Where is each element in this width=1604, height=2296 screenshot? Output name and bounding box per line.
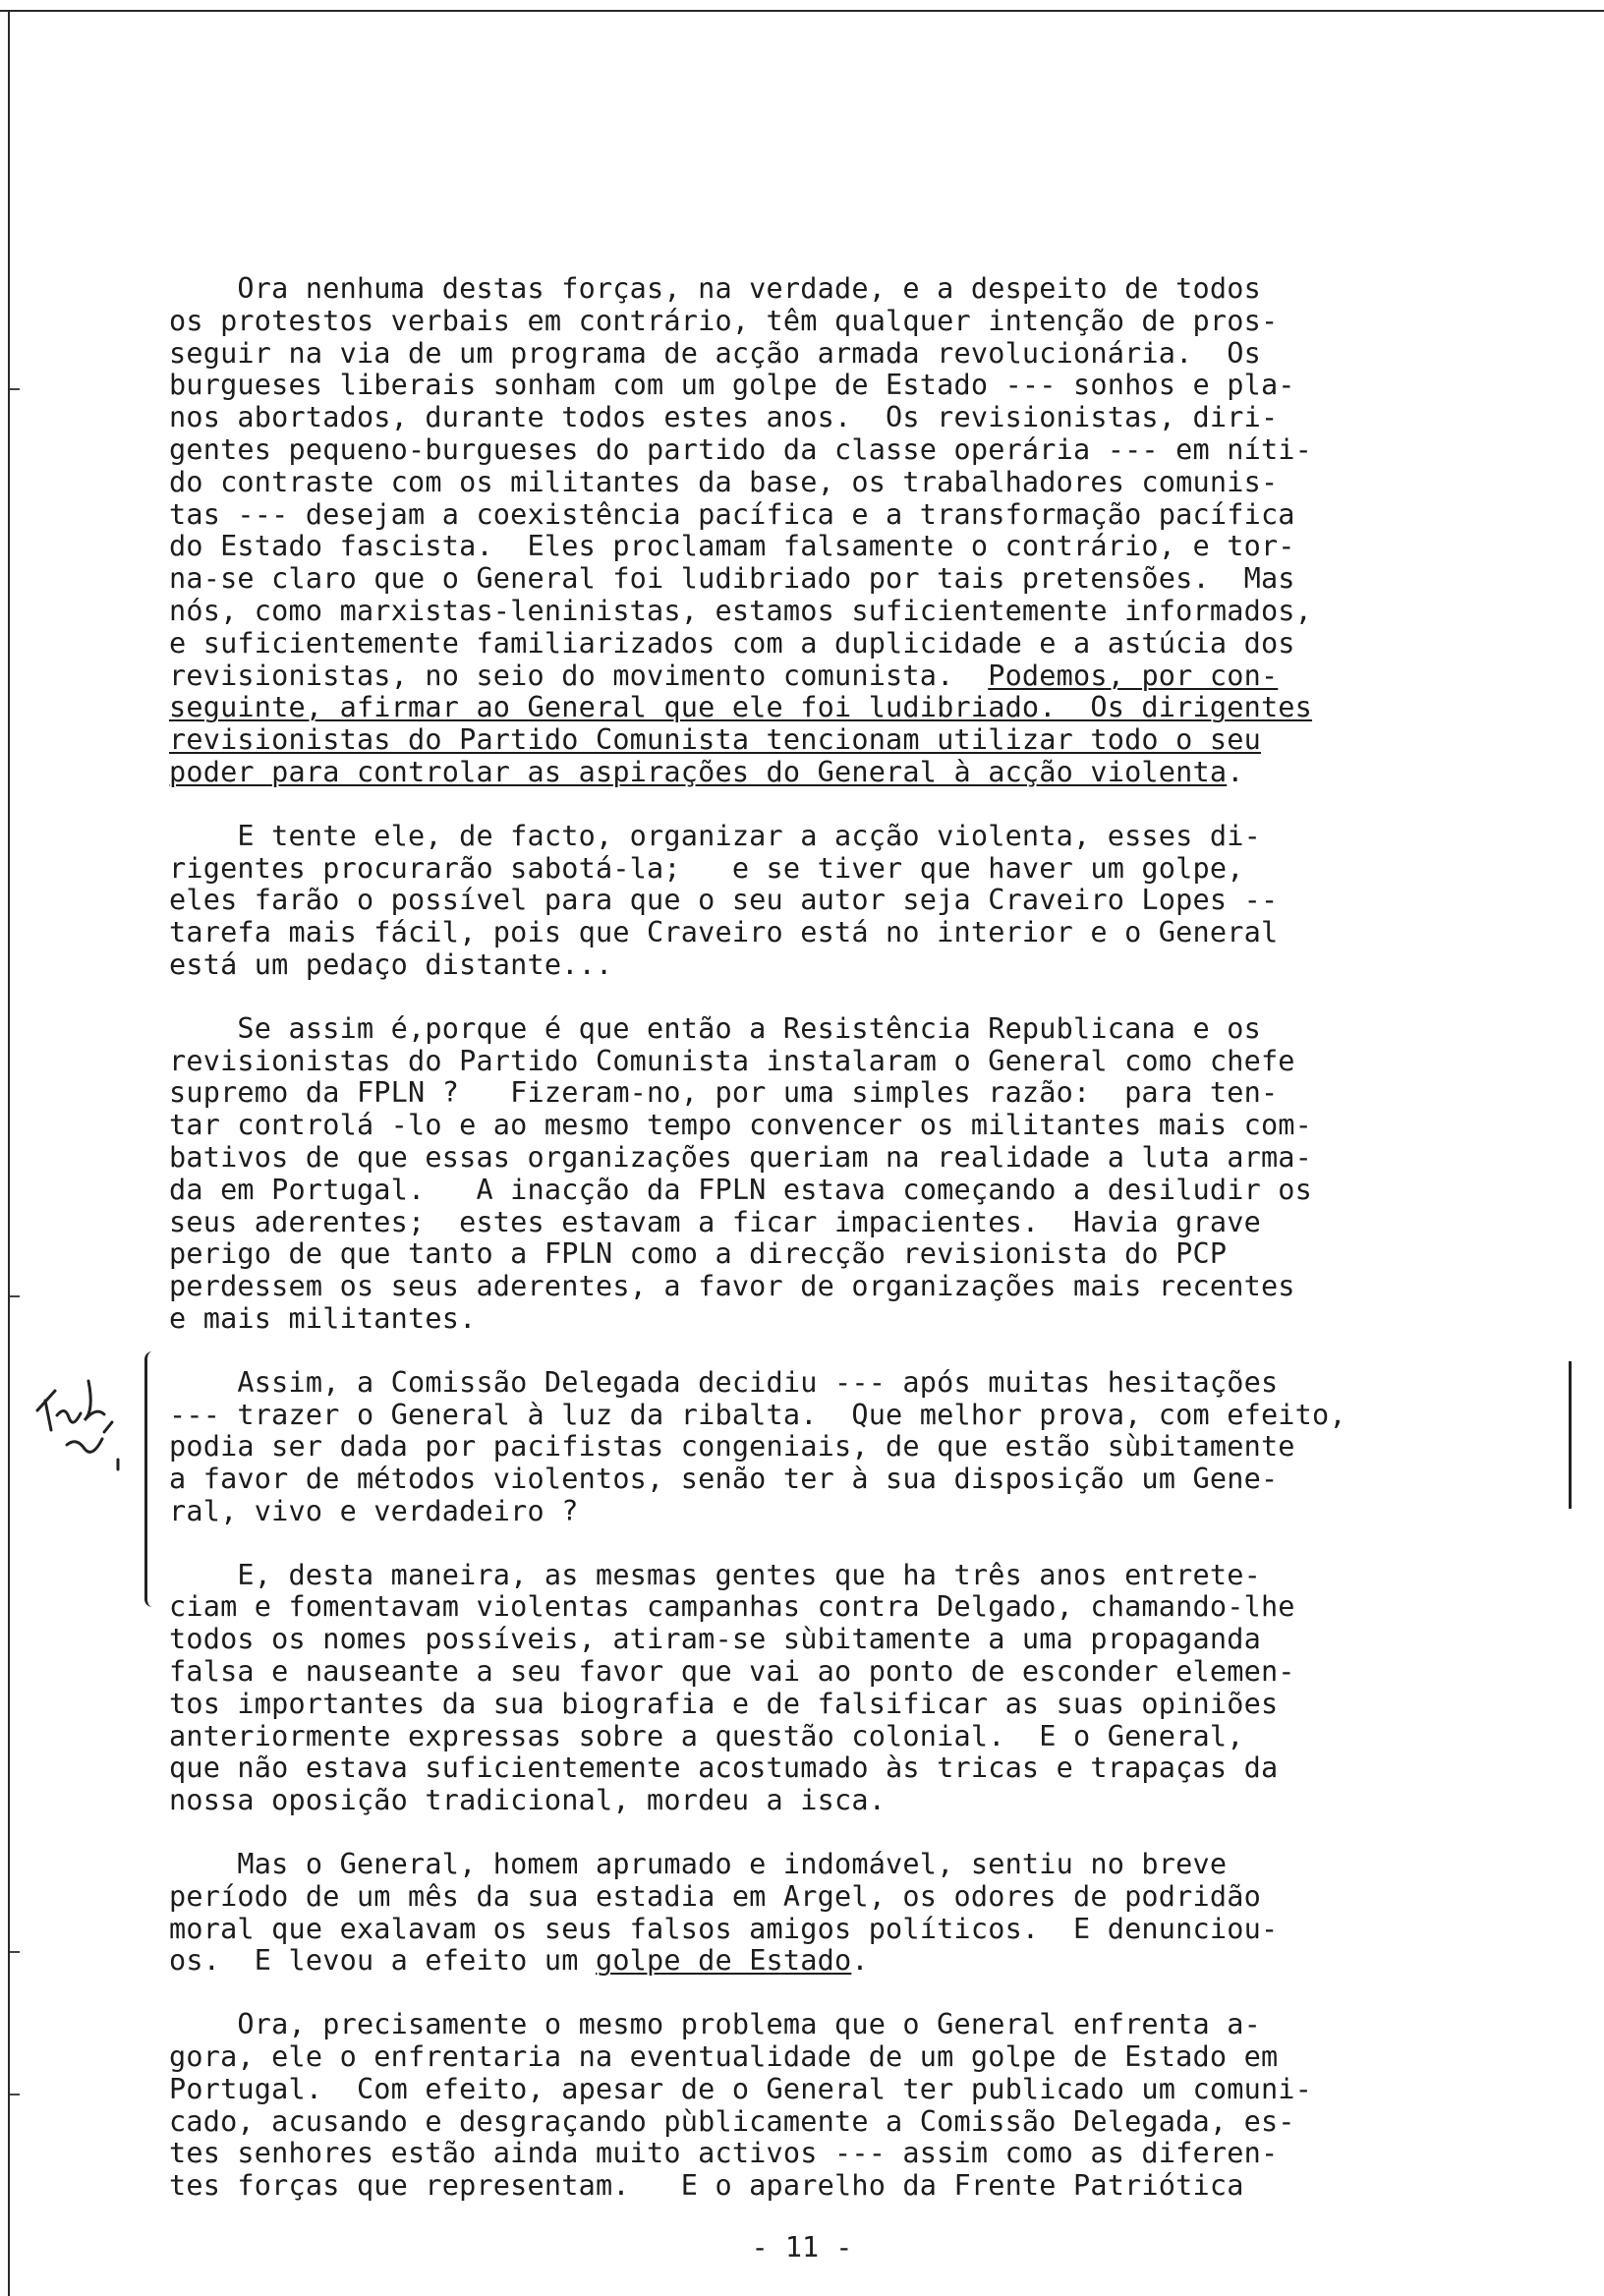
paragraph-gap bbox=[169, 1978, 1545, 2009]
text-segment: moral que exalavam os seus falsos amigos políticos. E denunciou- bbox=[169, 1912, 1279, 1945]
text-segment: eles farão o possível para que o seu autor seja Craveiro Lopes -- bbox=[169, 884, 1279, 917]
text-line bbox=[169, 1689, 1545, 1721]
margin-tick bbox=[10, 1951, 20, 1953]
text-line bbox=[169, 531, 1545, 563]
text-line bbox=[169, 1591, 1545, 1624]
paragraph-gap bbox=[169, 1528, 1545, 1560]
text-segment: tes senhores estão ainda muito activos --- assim como as diferen- bbox=[169, 2137, 1279, 2170]
text-segment: nós, como marxistas-leninistas, estamos suficientemente informados, bbox=[169, 594, 1313, 627]
text-segment: falsa e nauseante a seu favor que vai ao ponto de esconder elemen- bbox=[169, 1655, 1295, 1689]
text-line bbox=[169, 628, 1545, 660]
text-segment: Portugal. Com efeito, apesar de o General ter publicado um comuni- bbox=[169, 2072, 1313, 2105]
paragraph-gap bbox=[169, 1336, 1545, 1367]
paragraph bbox=[169, 273, 1545, 789]
text-segment: seus aderentes; estes estavam a ficar impacientes. Havia grave bbox=[169, 1205, 1261, 1238]
text-line bbox=[169, 949, 1545, 982]
handwritten-margin-note bbox=[28, 1371, 145, 1489]
underlined-text: poder para controlar as aspirações do General à acção violenta bbox=[169, 755, 1228, 788]
text-line bbox=[169, 1496, 1545, 1528]
scan-border-top bbox=[0, 10, 1604, 12]
text-segment: E, desta maneira, as mesmas gentes que ha três anos entrete- bbox=[169, 1558, 1261, 1591]
text-segment: E tente ele, de facto, organizar a acção violenta, esses di- bbox=[169, 819, 1261, 852]
text-segment: Assim, a Comissão Delegada decidiu --- após muitas hesitações bbox=[169, 1365, 1279, 1399]
body-text bbox=[169, 273, 1545, 2203]
text-line bbox=[169, 1785, 1545, 1817]
text-segment: supremo da FPLN ? Fizeram-no, por uma simples razão: para ten- bbox=[169, 1076, 1279, 1110]
text-line bbox=[169, 853, 1545, 886]
handwritten-margin-bracket-right bbox=[1561, 1361, 1572, 1509]
paragraph-gap bbox=[169, 789, 1545, 821]
text-line bbox=[169, 1431, 1545, 1464]
text-segment: revisionistas, no seio do movimento comunista. bbox=[169, 659, 989, 692]
text-segment: e suficientemente familiarizados com a duplicidade e a astúcia dos bbox=[169, 626, 1295, 660]
paragraph-gap bbox=[169, 982, 1545, 1013]
text-segment: rigentes procurarão sabotá-la; e se tiver que haver um golpe, bbox=[169, 851, 1244, 885]
text-line bbox=[169, 1464, 1545, 1496]
text-segment: tarefa mais fácil, pois que Craveiro está no interior e o General bbox=[169, 916, 1279, 949]
margin-tick bbox=[10, 1295, 20, 1297]
paragraph bbox=[169, 1013, 1545, 1336]
text-segment: Mas o General, homem aprumado e indomável, sentiu no breve bbox=[169, 1848, 1228, 1881]
text-segment: burgueses liberais sonham com um golpe de Estado --- sonhos e pla- bbox=[169, 369, 1295, 402]
text-line bbox=[169, 1752, 1545, 1785]
paragraph bbox=[169, 1560, 1545, 1817]
page-number: - 11 - bbox=[751, 2231, 853, 2264]
text-line bbox=[169, 2041, 1545, 2074]
scan-border-left bbox=[8, 10, 10, 2296]
text-segment: Se assim é,porque é que então a Resistência Republicana e os bbox=[169, 1011, 1261, 1045]
text-line bbox=[169, 757, 1545, 789]
text-segment: do Estado fascista. Eles proclamam falsamente o contrário, e tor- bbox=[169, 530, 1295, 563]
text-line bbox=[169, 1656, 1545, 1689]
text-line bbox=[169, 402, 1545, 434]
text-segment: está um pedaço distante... bbox=[169, 947, 613, 981]
text-line bbox=[169, 1110, 1545, 1142]
text-line bbox=[169, 1849, 1545, 1881]
paragraph-gap bbox=[169, 1817, 1545, 1849]
paragraph bbox=[169, 1367, 1545, 1528]
text-line bbox=[169, 1142, 1545, 1175]
text-segment: perdessem os seus aderentes, a favor de organizações mais recentes bbox=[169, 1270, 1295, 1303]
text-line bbox=[169, 467, 1545, 499]
text-line bbox=[169, 434, 1545, 467]
text-line bbox=[169, 692, 1545, 724]
text-line bbox=[169, 338, 1545, 371]
text-segment: anteriormente expressas sobre a questão colonial. E o General, bbox=[169, 1719, 1244, 1752]
text-segment: ciam e fomentavam violentas campanhas contra Delgado, chamando-lhe bbox=[169, 1590, 1295, 1624]
text-segment: bativos de que essas organizações queriam na realidade a luta arma- bbox=[169, 1140, 1313, 1174]
text-line bbox=[169, 1560, 1545, 1592]
text-line bbox=[169, 306, 1545, 338]
text-line bbox=[169, 273, 1545, 306]
margin-tick bbox=[10, 2094, 20, 2095]
text-segment: ral, vivo e verdadeiro ? bbox=[169, 1494, 579, 1527]
text-segment: cado, acusando e desgraçando pùblicamente a Comissão Delegada, es- bbox=[169, 2104, 1295, 2138]
text-line bbox=[169, 1367, 1545, 1400]
text-line bbox=[169, 1077, 1545, 1110]
text-line bbox=[169, 724, 1545, 757]
text-segment: podia ser dada por pacifistas congeniais, de que estão sùbitamente bbox=[169, 1430, 1295, 1464]
text-line bbox=[169, 2170, 1545, 2203]
text-segment: a favor de métodos violentos, senão ter à sua disposição um Gene- bbox=[169, 1463, 1279, 1496]
paragraph bbox=[169, 2009, 1545, 2203]
text-line bbox=[169, 563, 1545, 596]
text-segment: período de um mês da sua estadia em Argel, os odores de podridão bbox=[169, 1879, 1261, 1913]
text-line bbox=[169, 1207, 1545, 1239]
text-segment: tes forças que representam. E o aparelho da Frente Patriótica bbox=[169, 2169, 1244, 2203]
text-segment: nossa oposição tradicional, mordeu a isca. bbox=[169, 1784, 887, 1817]
text-line bbox=[169, 2074, 1545, 2106]
text-segment: os. E levou a efeito um bbox=[169, 1944, 596, 1978]
text-segment: . bbox=[1227, 755, 1244, 788]
text-line bbox=[169, 660, 1545, 693]
text-segment: da em Portugal. A inacção da FPLN estava começando a desiludir os bbox=[169, 1173, 1313, 1206]
margin-tick bbox=[10, 388, 20, 390]
text-segment: gentes pequeno-burgueses do partido da classe operária --- em níti- bbox=[169, 432, 1313, 466]
text-line bbox=[169, 1013, 1545, 1046]
text-line bbox=[169, 885, 1545, 917]
text-line bbox=[169, 1945, 1545, 1978]
text-segment: tar controlá -lo e ao mesmo tempo convencer os militantes mais com- bbox=[169, 1109, 1313, 1142]
text-segment: nos abortados, durante todos estes anos. Os revisionistas, diri- bbox=[169, 401, 1279, 434]
text-line bbox=[169, 917, 1545, 949]
paragraph bbox=[169, 821, 1545, 982]
text-segment: que não estava suficientemente acostumado às tricas e trapaças da bbox=[169, 1751, 1279, 1785]
underlined-text: Podemos, por con- bbox=[988, 659, 1279, 692]
underlined-text: revisionistas do Partido Comunista tencionam utilizar todo o seu bbox=[169, 723, 1261, 757]
text-line bbox=[169, 499, 1545, 532]
text-segment: os protestos verbais em contrário, têm qualquer intenção de pros- bbox=[169, 304, 1279, 337]
text-line bbox=[169, 1303, 1545, 1336]
text-segment: revisionistas do Partido Comunista instalaram o General como chefe bbox=[169, 1044, 1295, 1077]
text-line bbox=[169, 2138, 1545, 2170]
text-line bbox=[169, 2106, 1545, 2139]
text-segment: na-se claro que o General foi ludibriado por tais pretensões. Mas bbox=[169, 562, 1295, 596]
text-line bbox=[169, 1175, 1545, 1207]
text-line bbox=[169, 1881, 1545, 1914]
text-segment: tos importantes da sua biografia e de falsificar as suas opiniões bbox=[169, 1687, 1279, 1720]
text-line bbox=[169, 1271, 1545, 1303]
text-line bbox=[169, 1046, 1545, 1078]
text-segment: perigo de que tanto a FPLN como a direcção revisionista do PCP bbox=[169, 1237, 1228, 1271]
text-line bbox=[169, 2009, 1545, 2041]
text-segment: Ora, precisamente o mesmo problema que o General enfrenta a- bbox=[169, 2008, 1261, 2041]
text-line bbox=[169, 1400, 1545, 1432]
text-segment: tas --- desejam a coexistência pacífica e a transformação pacífica bbox=[169, 497, 1295, 531]
text-segment: --- trazer o General à luz da ribalta. Que melhor prova, com efeito, bbox=[169, 1398, 1346, 1431]
text-line bbox=[169, 1721, 1545, 1753]
text-segment: e mais militantes. bbox=[169, 1301, 477, 1335]
text-line bbox=[169, 1238, 1545, 1271]
text-segment: . bbox=[851, 1944, 869, 1978]
text-segment: Ora nenhuma destas forças, na verdade, e a despeito de todos bbox=[169, 272, 1261, 305]
text-line bbox=[169, 370, 1545, 402]
text-line bbox=[169, 1914, 1545, 1946]
text-segment: do contraste com os militantes da base, os trabalhadores comunis- bbox=[169, 465, 1279, 498]
text-line bbox=[169, 821, 1545, 853]
text-line bbox=[169, 1624, 1545, 1656]
underlined-text: golpe de Estado bbox=[595, 1944, 852, 1978]
text-line bbox=[169, 596, 1545, 628]
handwritten-margin-bracket bbox=[144, 1351, 155, 1607]
paragraph bbox=[169, 1849, 1545, 1978]
text-segment: todos os nomes possíveis, atiram-se sùbitamente a uma propaganda bbox=[169, 1623, 1261, 1656]
underlined-text: seguinte, afirmar ao General que ele foi ludibriado. Os dirigentes bbox=[169, 691, 1313, 724]
text-segment: seguir na via de um programa de acção armada revolucionária. Os bbox=[169, 336, 1261, 370]
text-segment: gora, ele o enfrentaria na eventualidade de um golpe de Estado em bbox=[169, 2040, 1279, 2074]
